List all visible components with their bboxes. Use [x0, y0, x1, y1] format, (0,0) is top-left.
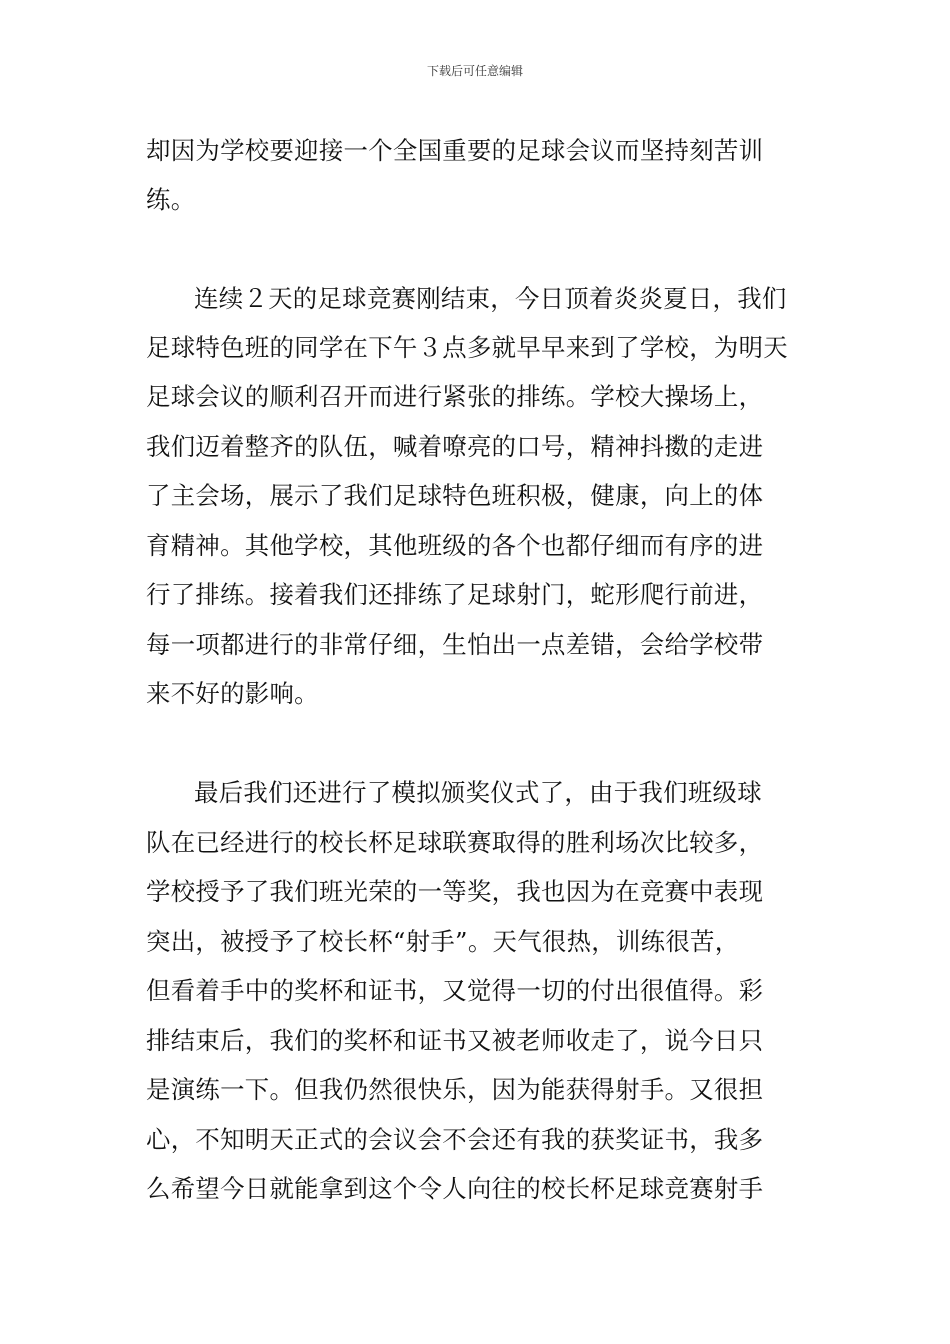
- paragraph-line: 行了排练。接着我们还排练了足球射门，蛇形爬行前进，: [146, 580, 764, 609]
- paragraph-line: 最后我们还进行了模拟颁奖仪式了，由于我们班级球: [194, 778, 762, 807]
- paragraph-line: 我们迈着整齐的队伍，喊着嘹亮的口号，精神抖擞的走进: [146, 432, 764, 461]
- paragraph-line: 学校授予了我们班光荣的一等奖，我也因为在竞赛中表现: [146, 877, 764, 906]
- paragraph-line: 排结束后，我们的奖杯和证书又被老师收走了，说今日只: [146, 1026, 764, 1055]
- paragraph-line: 足球会议的顺利召开而进行紧张的排练。学校大操场上，: [146, 382, 764, 411]
- paragraph-line: 练。: [146, 185, 196, 214]
- paragraph-line: 突出，被授予了校长杯“射手”。天气很热，训练很苦，: [146, 927, 740, 956]
- paragraph-line: 么希望今日就能拿到这个令人向往的校长杯足球竞赛射手: [146, 1174, 764, 1203]
- paragraph-line: 却因为学校要迎接一个全国重要的足球会议而坚持刻苦训: [146, 136, 764, 165]
- paragraph-line: 心，不知明天正式的会议会不会还有我的获奖证书，我多: [146, 1125, 764, 1154]
- paragraph-line: 但看着手中的奖杯和证书，又觉得一切的付出很值得。彩: [146, 976, 764, 1005]
- paragraph-line: 是演练一下。但我仍然很快乐，因为能获得射手。又很担: [146, 1075, 764, 1104]
- paragraph-line: 来不好的影响。: [146, 679, 319, 708]
- paragraph-line: 队在已经进行的校长杯足球联赛取得的胜利场次比较多，: [146, 828, 764, 857]
- page-header: 下载后可任意编辑: [426, 64, 523, 78]
- paragraph-line: 了主会场，展示了我们足球特色班积极，健康，向上的体: [146, 481, 764, 510]
- paragraph-line: 足球特色班的同学在下午３点多就早早来到了学校，为明天: [146, 333, 788, 362]
- paragraph-line: 育精神。其他学校，其他班级的各个也都仔细而有序的进: [146, 531, 764, 560]
- paragraph-line: 每一项都进行的非常仔细，生怕出一点差错，会给学校带: [146, 630, 764, 659]
- paragraph-line: 连续２天的足球竞赛刚结束，今日顶着炎炎夏日，我们: [194, 284, 787, 313]
